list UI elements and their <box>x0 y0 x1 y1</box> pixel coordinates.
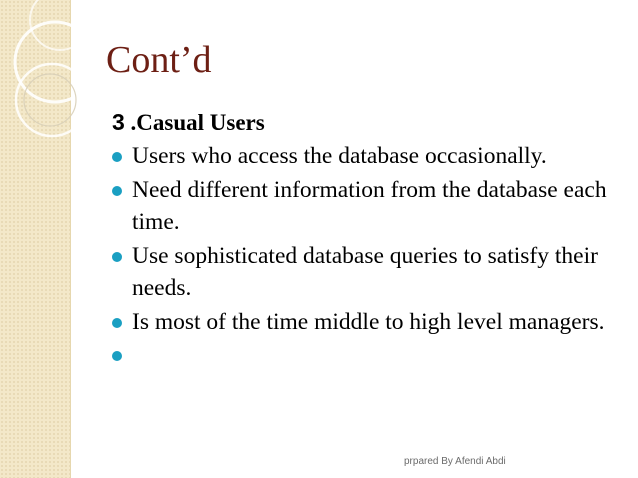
bullet-icon <box>112 252 122 262</box>
bullet-icon <box>112 152 122 162</box>
subheading-number: 3 <box>112 109 125 135</box>
bullet-item <box>110 140 625 173</box>
bullet-item <box>110 339 625 371</box>
bullet-icon <box>112 351 122 361</box>
bullet-text: Use sophisticated database queries to satisfy their needs. <box>132 242 598 301</box>
bullet-item <box>110 174 625 239</box>
bullet-icon <box>112 318 122 328</box>
decorative-side-band <box>0 0 71 478</box>
slide-footer: prpared By Afendi Abdi <box>404 456 506 467</box>
bullet-item <box>110 240 625 305</box>
bullet-icon <box>112 186 122 196</box>
slide-subheading <box>112 108 265 137</box>
bullet-text: Is most of the time middle to high level managers. <box>132 308 605 335</box>
bullet-item <box>110 306 625 339</box>
bullet-list <box>110 140 625 372</box>
subheading-label: .Casual Users <box>130 110 265 135</box>
slide-title: Cont’d <box>106 39 212 81</box>
bullet-text: Need different information from the database each time. <box>132 176 607 235</box>
bullet-text: Users who access the database occasionally. <box>132 143 547 169</box>
